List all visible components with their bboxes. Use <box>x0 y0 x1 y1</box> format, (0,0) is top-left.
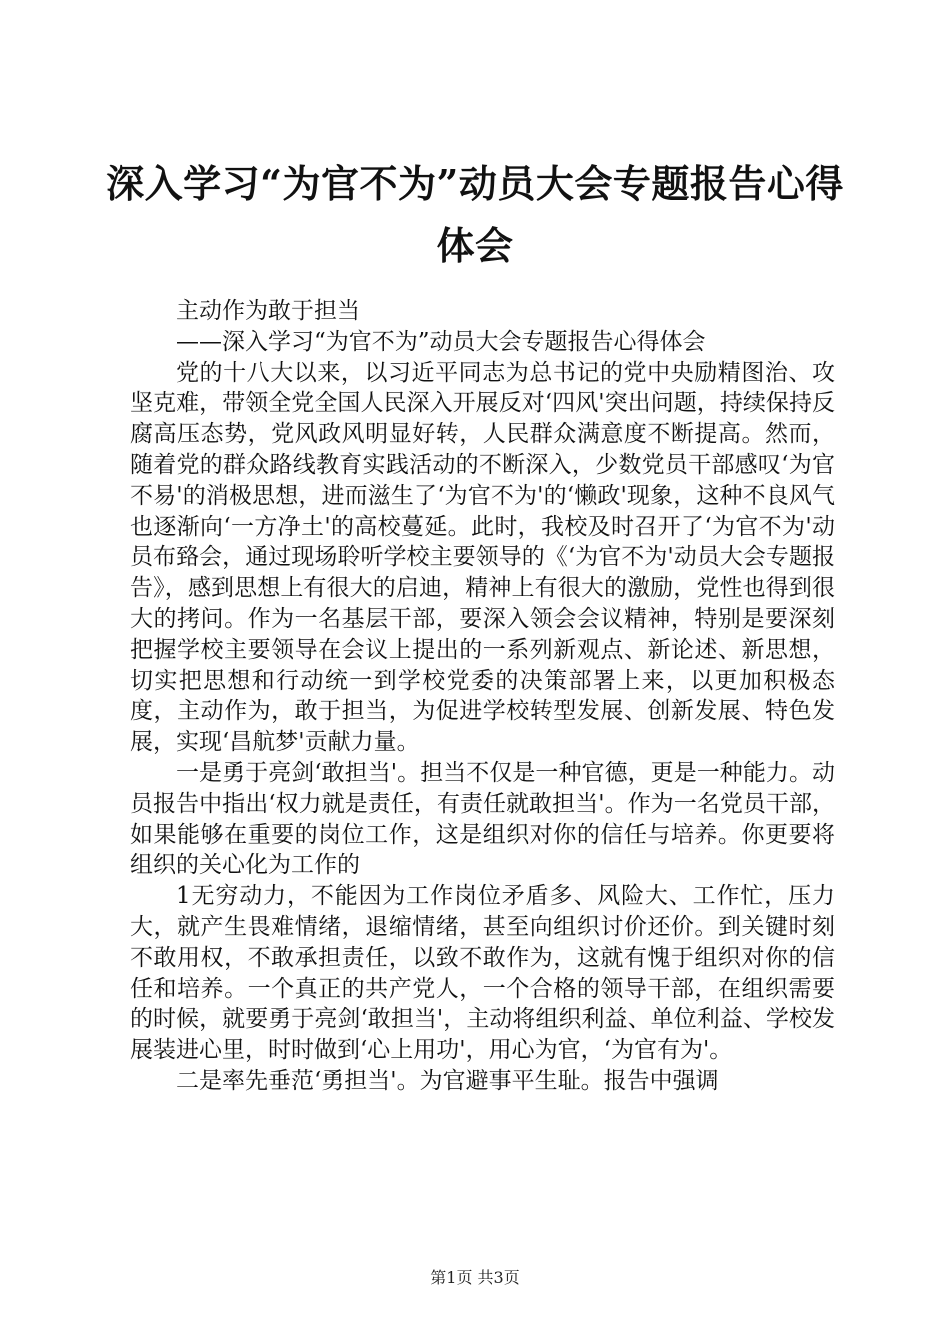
document-heading: 主动作为敢于担当 <box>176 298 360 324</box>
paragraph-intro: 党的十八大以来，以习近平同志为总书记的党中央励精图治、攻坚克难，带领全党全国人民深入开展反对‘四风'突出问题，持续保持反腐高压态势，党风政风明显好转，人民群众满意度不断提高。然而，随着党的群众路线教育实践活动的不断深入，少数党员干部感叹‘为官不易'的消极思想，进而滋生了‘为官不为'的‘懒政'现象，这种不良风气也逐渐向‘一方净土'的高校蔓延。此时，我校及时召开了‘为官不为'动员布臵会，通过现场聆听学校主要领导的《‘为官不为'动员大会专题报告》，感到思想上有很大的启迪，精神上有很大的激励，党性也得到很大的拷问。作为一名基层干部，要深入领会会议精神，特别是要深刻把握学校主要领导在会议上提出的一系列新观点、新论述、新思想，切实把思想和行动统一到学校党委的决策部署上来，以更加积极态度，主动作为，敢于担当，为促进学校转型发展、创新发展、特色发展，实现‘昌航梦'贡献力量。 <box>130 359 835 756</box>
document-body <box>130 296 835 1097</box>
page-footer: 第1页 共3页 <box>430 1268 520 1287</box>
paragraph-point-one: 一是勇于亮剑‘敢担当'。担当不仅是一种官德，更是一种能力。动员报告中指出‘权力就是责任，有责任就敢担当'。作为一名党员干部，如果能够在重要的岗位工作，这是组织对你的信任与培养。你更要将组织的关心化为工作的 <box>130 759 835 879</box>
document-title: 深入学习“为官不为”动员大会专题报告心得体会 <box>106 161 844 268</box>
paragraph-point-one-continued: 1无穷动力，不能因为工作岗位矛盾多、风险大、工作忙，压力大，就产生畏难情绪，退缩情绪，甚至向组织讨价还价。到关键时刻不敢用权，不敢承担责任，以致不敢作为，这就有愧于组织对你的信任和培养。一个真正的共产党人，一个合格的领导干部，在组织需要的时候，就要勇于亮剑‘敢担当'，主动将组织利益、单位利益、学校发展装进心里，时时做到‘心上用功'，用心为官，‘为官有为'。 <box>130 883 835 1064</box>
paragraph-point-two: 二是率先垂范‘勇担当'。为官避事平生耻。报告中强调 <box>176 1067 719 1094</box>
document-subheading: ——深入学习“为官不为”动员大会专题报告心得体会 <box>176 328 706 355</box>
